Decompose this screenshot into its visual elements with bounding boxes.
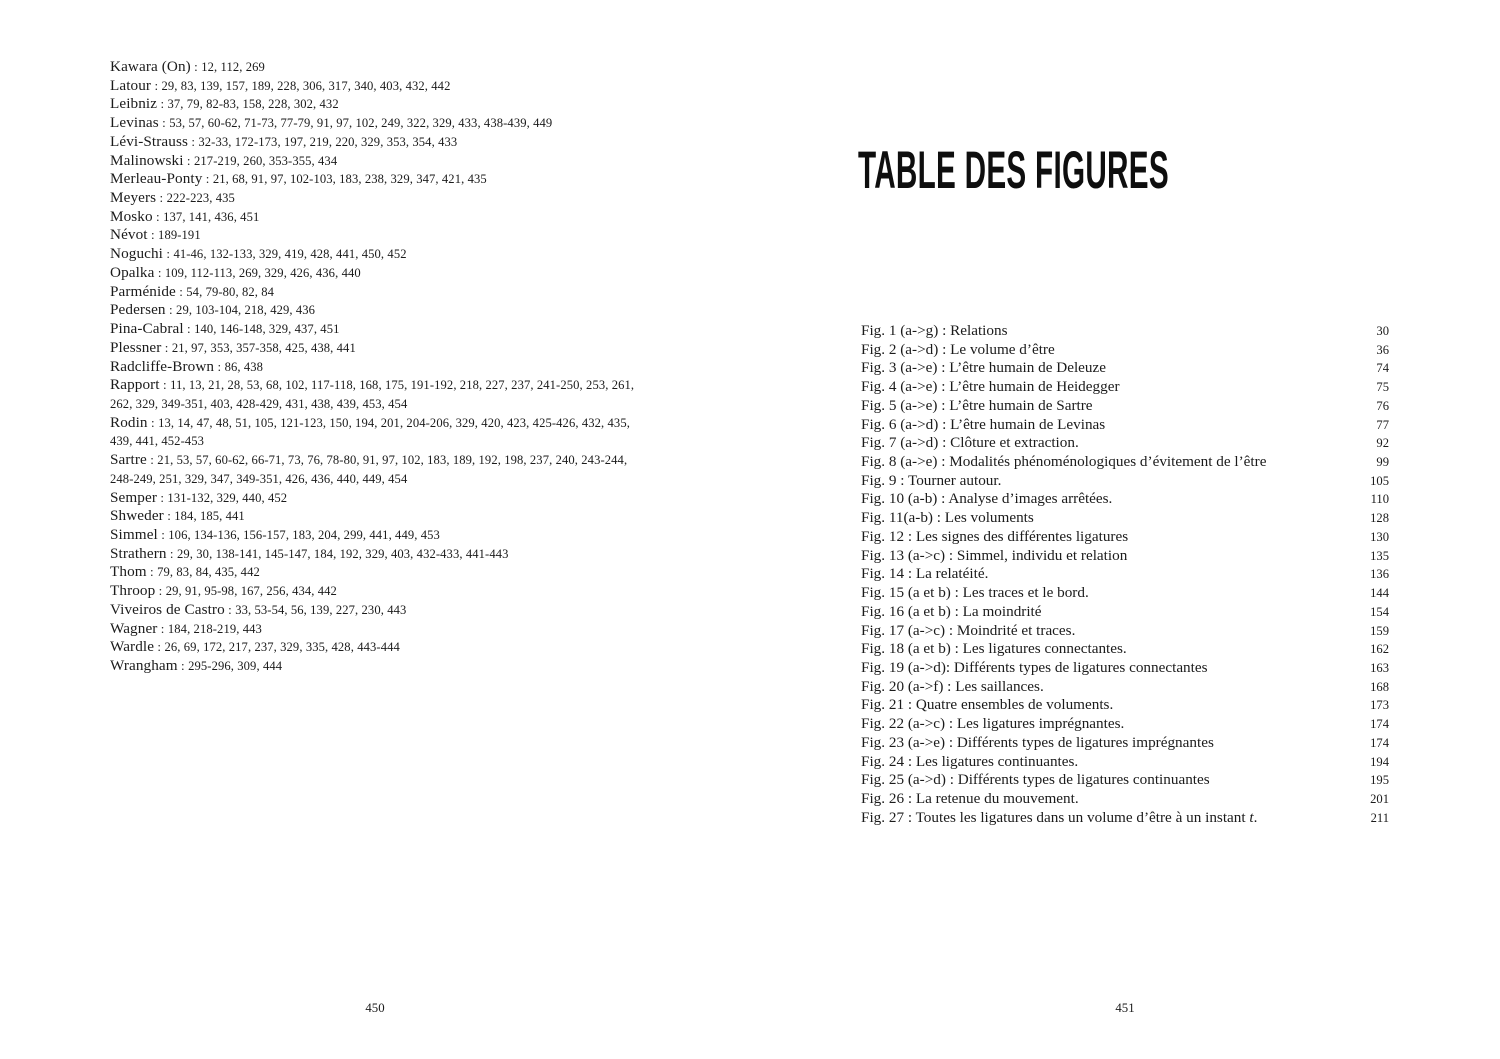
figure-row [861,734,1389,753]
figure-label [861,453,1266,472]
index-entry-separator: : [161,339,172,355]
figure-label-text: Fig. 7 (a->d) : Clôture et extraction. [861,434,1079,452]
figure-label-text: Fig. 10 (a-b) : Analyse d’images arrêtées. [861,490,1113,508]
figure-page-number: 162 [1370,642,1389,657]
index-entry-pages: 33, 53-54, 56, 139, 227, 230, 443 [235,602,407,617]
figure-label-text: Fig. 22 (a->c) : Les ligatures imprégnantes. [861,715,1125,733]
index-entry-name: Wrangham [110,657,178,674]
index-entry [110,77,647,96]
figure-label-text: Fig. 3 (a->e) : L’être humain de Deleuze [861,359,1107,377]
figure-row [861,603,1389,622]
index-entry-name: Névot [110,226,148,244]
figure-label-text: Fig. 15 (a et b) : Les traces et le bord. [861,584,1089,602]
figure-row [861,659,1389,678]
figure-row [861,584,1389,603]
figure-row [861,696,1389,715]
figure-row [861,640,1389,659]
figure-label [861,622,1075,641]
figure-label [861,734,1214,753]
figure-label-text: Fig. 24 : Les ligatures continuantes. [861,752,1079,770]
index-entry-name: Thom [110,563,147,581]
figure-row [861,547,1389,566]
index-entry-separator: : [146,564,158,580]
index-entry-name: Levinas [110,114,159,132]
figure-page-number: 130 [1370,529,1389,544]
figure-label [861,640,1127,659]
figure-page-number: 75 [1376,380,1389,395]
index-entry-pages: 29, 30, 138-141, 145-147, 184, 192, 329, 403, 432-433, 441-443 [177,546,509,561]
figure-page-number: 128 [1370,511,1389,526]
index-entry-separator: : [177,658,189,673]
figure-row [861,753,1389,772]
figure-page-number: 154 [1370,604,1389,619]
figure-label [861,397,1093,416]
index-entry [110,152,647,171]
index-entry-pages: 86, 438 [224,359,264,374]
index-entry-separator: : [156,190,167,206]
figure-row [861,341,1389,360]
index-entry-separator: : [155,583,166,599]
figure-label-text: Fig. 11(a-b) : Les voluments [861,509,1034,527]
figure-label-text: Fig. 16 (a et b) : La moindrité [861,602,1042,620]
index-entry-name: Radcliffe-Brown [110,357,215,375]
figure-label-text: Fig. 19 (a->d): Différents types de ligatures connectantes [861,658,1208,676]
index-entry-separator: : [165,302,177,318]
index-entry-separator: : [158,115,170,131]
figure-label [861,434,1079,453]
index-entry-separator: : [166,545,177,561]
index-entry-separator: : [157,620,168,636]
figure-page-number: 76 [1376,398,1389,413]
figure-page-number: 174 [1370,717,1389,732]
index-entry-pages: 295-296, 309, 444 [188,659,283,673]
index-entry [110,563,647,582]
index-entry-name: Sartre [110,451,147,469]
figure-row [861,416,1389,435]
figure-label [861,565,988,584]
index-entry-name: Latour [110,76,152,94]
figure-label [861,509,1034,528]
index-entry-pages: 41-46, 132-133, 329, 419, 428, 441, 450, 452 [173,247,407,262]
figure-label-end: . [1253,808,1258,826]
figure-page-number: 99 [1376,455,1389,470]
index-entry-pages: 37, 79, 82-83, 158, 228, 302, 432 [167,97,339,112]
index-entry-separator: : [146,452,158,468]
figure-row [861,809,1389,828]
page-number-right: 451 [1115,1001,1135,1015]
index-entry-pages: 21, 97, 353, 357-358, 425, 438, 441 [171,340,356,355]
figure-page-number: 174 [1370,735,1389,750]
figure-label-text: Fig. 17 (a->c) : Moindrité et traces. [861,621,1076,639]
figure-row [861,790,1389,809]
figure-label [861,603,1042,622]
figure-label [861,322,1008,341]
figure-row [861,378,1389,397]
figure-row [861,397,1389,416]
figure-page-number: 110 [1370,492,1389,507]
figure-row [861,359,1389,378]
index-entry-separator: : [154,639,165,655]
figure-label [861,528,1128,547]
figure-label-text: Fig. 13 (a->c) : Simmel, individu et relation [861,546,1128,564]
index-entry-name: Merleau-Ponty [110,170,203,188]
index-entry-pages: 137, 141, 436, 451 [163,209,260,224]
index-entry [110,638,647,657]
figure-page-number: 159 [1370,623,1389,638]
figure-label [861,341,1055,360]
index-entry-pages: 32-33, 172-173, 197, 219, 220, 329, 353, 354, 433 [198,134,458,149]
index-entry-pages: 29, 91, 95-98, 167, 256, 434, 442 [165,584,337,599]
figure-row [861,565,1389,584]
figure-page-number: 74 [1376,361,1389,376]
index-entry-name: Strathern [110,544,167,562]
index-entry-name: Wardle [110,638,155,656]
figure-label-text: Fig. 8 (a->e) : Modalités phénoménologiques d’évitement de l’être [861,453,1267,471]
index-entry [110,170,647,189]
figure-label [861,378,1120,397]
index-entry [110,189,647,208]
index-entry-separator: : [183,152,194,168]
index-entry-separator: : [163,246,174,262]
figure-label [861,678,1044,697]
index-entry-separator: : [157,526,169,542]
index-entry-pages: 29, 103-104, 218, 429, 436 [176,303,316,318]
figure-page-number: 36 [1376,342,1389,357]
figure-label-text: Fig. 21 : Quatre ensembles de voluments. [861,696,1114,714]
index-entry [110,358,647,377]
figure-label [861,416,1105,435]
figure-page-number: 105 [1370,473,1389,488]
index-entry-pages: 222-223, 435 [166,191,235,206]
index-entry [110,58,647,77]
index-entry-separator: : [152,208,164,224]
index-entry-separator: : [214,358,225,374]
index-entry-separator: : [147,227,159,243]
page-number-left: 450 [365,1001,385,1015]
figure-label [861,809,1257,828]
figure-row [861,322,1389,341]
index-entry-separator: : [163,508,175,524]
index-entry [110,414,647,451]
index-entry-name: Leibniz [110,95,158,113]
index-entry-separator: : [159,377,171,393]
index-entry [110,301,647,320]
figure-row [861,622,1389,641]
index-entry-name: Noguchi [110,245,164,263]
index-entry [110,451,647,488]
index-entry-name: Lévi-Strauss [110,132,188,150]
index-entry [110,601,647,620]
index-entry-pages: 21, 68, 91, 97, 102-103, 183, 238, 329, 347, 421, 435 [212,172,487,187]
figure-label [861,790,1079,809]
figure-row [861,528,1389,547]
figure-label-text: Fig. 4 (a->e) : L’être humain de Heidegger [861,378,1120,396]
figure-label-italic: t [1249,808,1254,826]
index-entry-name: Rodin [110,413,148,431]
index-entry-separator: : [224,601,236,617]
index-entry-pages: 106, 134-136, 156-157, 183, 204, 299, 441, 449, 453 [168,527,440,542]
figure-label-text: Fig. 27 : Toutes les ligatures dans un volume d’être à un instant [861,808,1250,826]
figure-page-number: 168 [1370,679,1389,694]
figure-label [861,584,1089,603]
index-entry-separator: : [190,59,202,74]
index-entry [110,95,647,114]
figure-label [861,753,1078,772]
figure-label-text: Fig. 25 (a->d) : Différents types de ligatures continuantes [861,771,1210,789]
figure-label [861,715,1124,734]
index-entry [110,339,647,358]
index-entry [110,526,647,545]
figure-label-text: Fig. 5 (a->e) : L’être humain de Sartre [861,396,1093,414]
figure-page-number: 92 [1376,436,1389,451]
index-entry-name: Shweder [110,507,164,525]
index-entry-pages: 29, 83, 139, 157, 189, 228, 306, 317, 340, 403, 432, 442 [161,78,451,93]
index-entry-pages: 79, 83, 84, 435, 442 [157,565,260,580]
figure-page-number: 163 [1370,660,1389,675]
index-entry [110,208,647,227]
index-entry-pages: 217-219, 260, 353-355, 434 [194,153,338,168]
figure-label-text: Fig. 26 : La retenue du mouvement. [861,789,1079,807]
index-entry-separator: : [175,283,187,299]
index-entry-separator: : [154,264,165,280]
figure-row [861,678,1389,697]
figure-label [861,490,1112,509]
index-list [110,58,647,676]
figure-label [861,359,1106,378]
figure-row [861,715,1389,734]
figure-page-number: 30 [1376,324,1389,338]
index-entry [110,245,647,264]
index-entry [110,620,647,639]
index-entry-name: Viveiros de Castro [110,600,225,618]
index-entry-name: Simmel [110,525,158,543]
index-entry-pages: 53, 57, 60-62, 71-73, 77-79, 91, 97, 102, 249, 322, 329, 433, 438-439, 449 [169,116,553,131]
index-entry [110,283,647,302]
index-entry-separator: : [202,171,213,187]
figure-page-number: 195 [1370,773,1389,788]
index-entry-pages: 184, 185, 441 [174,509,245,524]
index-entry [110,657,647,676]
figure-row [861,434,1389,453]
index-entry-separator: : [157,96,168,112]
index-entry-name: Kawara (On) [110,58,191,75]
index-entry [110,507,647,526]
index-entry-name: Pina-Cabral [110,320,184,338]
figure-row [861,472,1389,491]
index-entry-pages: 189-191 [158,228,201,243]
figure-page-number: 135 [1370,548,1389,563]
table-des-figures-title: TABLE DES FIGURES [858,141,1169,200]
index-entry-name: Pedersen [110,301,166,319]
index-entry-name: Wagner [110,619,158,637]
figure-page-number: 144 [1370,586,1389,601]
figure-page-number: 173 [1370,698,1389,713]
index-entry-name: Opalka [110,263,155,281]
index-entry-separator: : [183,321,195,337]
figure-row [861,771,1389,790]
figure-label-text: Fig. 2 (a->d) : Le volume d’être [861,340,1055,358]
index-entry-pages: 13, 14, 47, 48, 51, 105, 121-123, 150, 194, 201, 204-206, 329, 420, 423, 425-426, 432, 435, 439, 441, 452-453 [110,415,630,449]
figure-label-text: Fig. 12 : Les signes des différentes ligatures [861,527,1129,545]
figure-label-text: Fig. 1 (a->g) : Relations [861,322,1008,339]
figure-row [861,490,1389,509]
index-entry-pages: 12, 112, 269 [201,60,265,74]
index-entry-pages: 184, 218-219, 443 [167,621,262,636]
figure-page-number: 211 [1370,810,1389,825]
index-entry-name: Plessner [110,338,162,356]
figure-label-text: Fig. 20 (a->f) : Les saillances. [861,677,1044,695]
index-entry-pages: 26, 69, 172, 217, 237, 329, 335, 428, 443-444 [164,640,400,655]
index-entry-separator: : [151,77,162,93]
figure-page-number: 194 [1370,754,1389,769]
index-entry [110,133,647,152]
figure-page-number: 201 [1370,791,1389,806]
index-entry [110,582,647,601]
figure-label [861,696,1113,715]
index-entry [110,320,647,339]
figures-list [861,322,1389,827]
index-entry-name: Semper [110,488,157,506]
figure-label-text: Fig. 6 (a->d) : L’être humain de Levinas [861,415,1106,433]
figure-label [861,472,1001,491]
index-entry-name: Rapport [110,376,160,394]
index-entry [110,545,647,564]
index-entry-pages: 109, 112-113, 269, 329, 426, 436, 440 [164,265,361,280]
index-entry [110,489,647,508]
index-entry-name: Mosko [110,207,153,225]
figure-label-text: Fig. 23 (a->e) : Différents types de ligatures imprégnantes [861,733,1214,751]
index-entry [110,114,647,133]
figure-label-text: Fig. 14 : La relatéité. [861,565,989,583]
index-entry [110,264,647,283]
figure-page-number: 136 [1370,567,1389,582]
figure-row [861,509,1389,528]
figure-label [861,771,1210,790]
index-entry-pages: 11, 13, 21, 28, 53, 68, 102, 117-118, 168, 175, 191-192, 218, 227, 237, 241-250, 253, 261, 262, 329, 349-351, 403, 428-429, 431, 438, 439, 453, 454 [110,378,635,411]
index-entry-separator: : [187,133,199,149]
figure-page-number: 77 [1376,417,1389,432]
index-entry-name: Parménide [110,282,176,300]
index-entry-pages: 140, 146-148, 329, 437, 451 [194,322,340,337]
index-entry-name: Malinowski [110,151,184,169]
index-entry-separator: : [157,489,168,505]
figure-row [861,453,1389,472]
index-entry-pages: 54, 79-80, 82, 84 [186,284,275,299]
index-entry-pages: 131-132, 329, 440, 452 [167,490,288,505]
index-entry-pages: 21, 53, 57, 60-62, 66-71, 73, 76, 78-80, 91, 97, 102, 183, 189, 192, 198, 237, 240, 243-244, 248-249, 251, 329, 347, 349-351, 426, 436, 440, 449, 454 [110,453,628,486]
figure-label-text: Fig. 18 (a et b) : Les ligatures connectantes. [861,640,1127,658]
index-entry [110,226,647,245]
figure-label-text: Fig. 9 : Tourner autour. [861,471,1002,489]
figure-label [861,659,1208,678]
page-right-table-des-figures [750,0,1500,1059]
index-entry-name: Meyers [110,189,157,207]
index-entry-separator: : [147,414,159,430]
index-entry-name: Throop [110,582,156,600]
index-entry [110,376,647,413]
figure-label [861,547,1127,566]
